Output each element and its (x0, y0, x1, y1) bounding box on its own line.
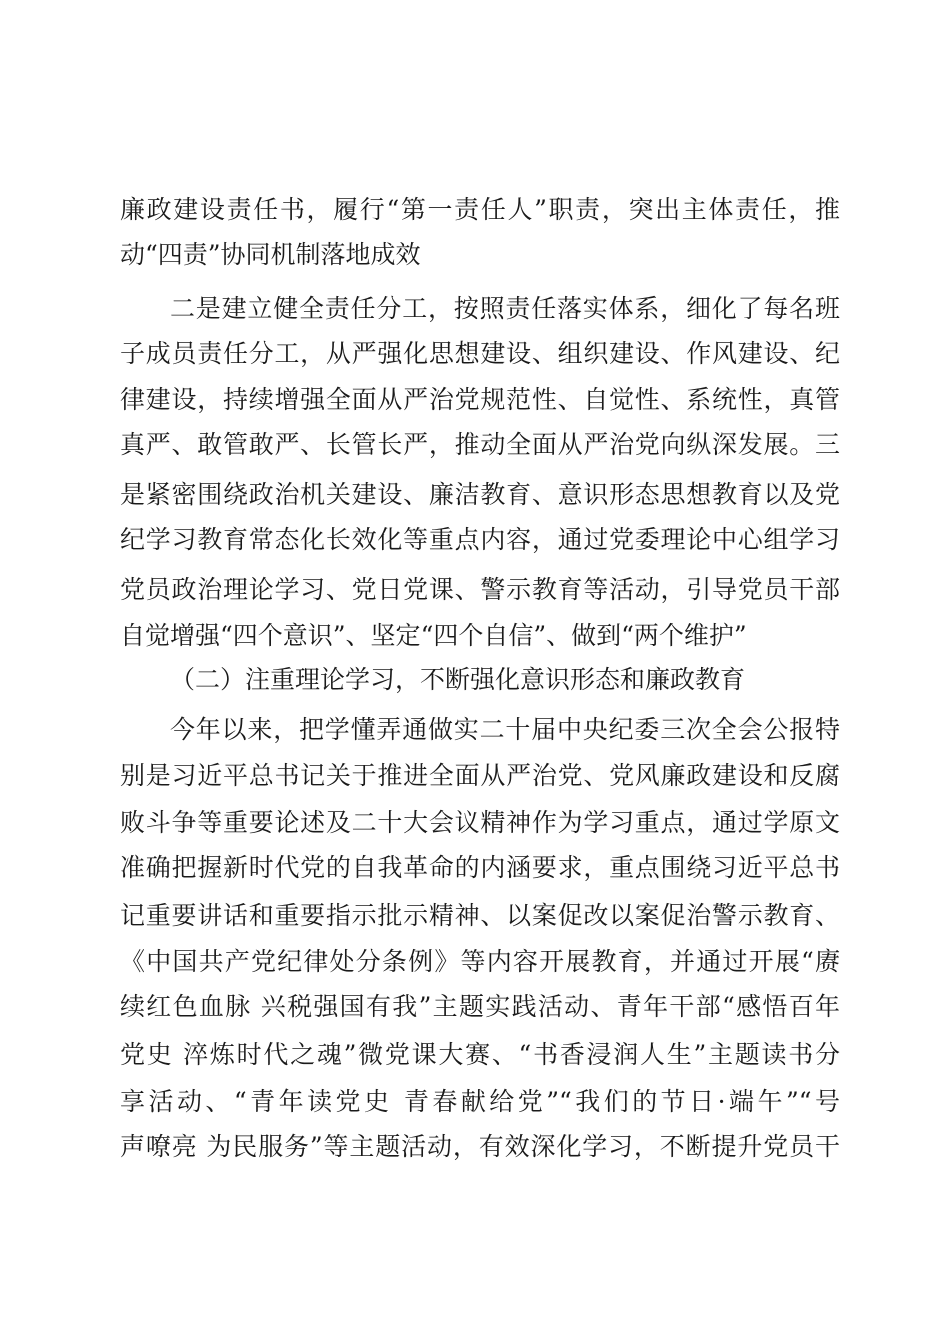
text-line: 败斗争等重要论述及二十大会议精神作为学习重点，通过学原文 (120, 808, 840, 837)
text-line: 廉政建设责任书，履行“第一责任人”职责，突出主体责任，推 (120, 195, 840, 224)
text-line: 享活动、“青年读党史 青春献给党”“我们的节日·端午”“号 (120, 1087, 840, 1116)
text-line: 别是习近平总书记关于推进全面从严治党、党风廉政建设和反腐 (120, 761, 840, 790)
paragraph-first-line: 二是建立健全责任分工，按照责任落实体系，细化了每名班 (170, 294, 840, 323)
text-line: 准确把握新时代党的自我革命的内涵要求，重点围绕习近平总书 (120, 853, 840, 882)
text-line: 续红色血脉 兴税强国有我”主题实践活动、青年干部“感悟百年 (120, 992, 840, 1021)
paragraph-first-line: 今年以来，把学懂弄通做实二十届中央纪委三次全会公报特 (170, 715, 840, 744)
text-line: 纪学习教育常态化长效化等重点内容，通过党委理论中心组学习 (120, 525, 840, 554)
text-line: 声嘹亮 为民服务”等主题活动，有效深化学习，不断提升党员干 (120, 1132, 840, 1161)
text-line: 子成员责任分工，从严强化思想建设、组织建设、作风建设、纪 (120, 339, 840, 368)
section-heading: （二）注重理论学习，不断强化意识形态和廉政教育 (170, 665, 746, 694)
text-line: 动“四责”协同机制落地成效 (120, 240, 421, 269)
text-line: 记重要讲话和重要指示批示精神、以案促改以案促治警示教育、 (120, 901, 840, 930)
text-line: 是紧密围绕政治机关建设、廉洁教育、意识形态思想教育以及党 (120, 480, 840, 509)
text-line: 自觉增强“四个意识”、坚定“四个自信”、做到“两个维护” (120, 621, 747, 650)
text-line: 律建设，持续增强全面从严治党规范性、自觉性、系统性，真管 (120, 385, 840, 414)
text-line: 党员政治理论学习、党日党课、警示教育等活动，引导党员干部 (120, 575, 840, 604)
text-line: 《中国共产党纪律处分条例》等内容开展教育，并通过开展“赓 (120, 947, 840, 976)
text-line: 党史 淬炼时代之魂”微党课大赛、“书香浸润人生”主题读书分 (120, 1040, 840, 1069)
text-line: 真严、敢管敢严、长管长严，推动全面从严治党向纵深发展。三 (120, 430, 840, 459)
